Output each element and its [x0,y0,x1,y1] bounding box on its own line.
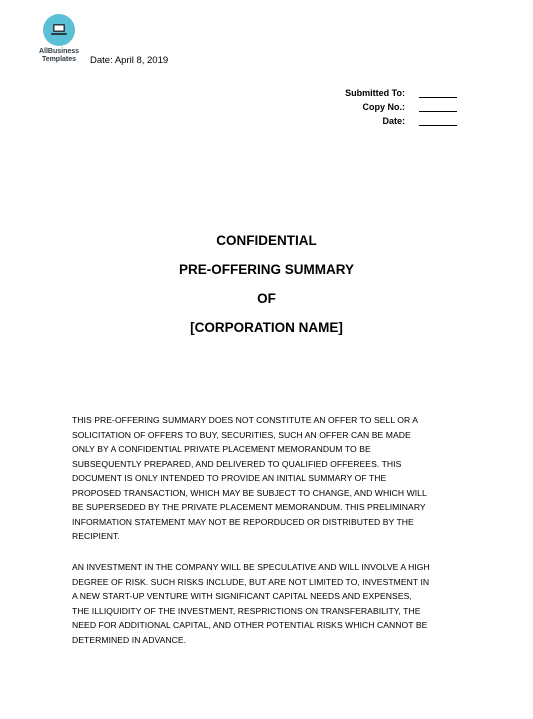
paragraph-line: THE ILLIQUIDITY OF THE INVESTMENT, RESPRICTIONS ON TRANSFERABILITY, THE [72,605,421,616]
paragraph-line: A NEW START-UP VENTURE WITH SIGNIFICANT CAPITAL NEEDS AND EXPENSES, [72,591,412,601]
title-line-4: [CORPORATION NAME] [190,320,343,335]
meta-row-copy-no [345,98,457,112]
paragraph-line: RECIPIENT. [72,531,120,541]
risk-paragraph [72,560,467,647]
date-label: Date: [382,116,405,126]
paragraph-line: SOLICITATION OF OFFERS TO BUY, SECURITIES, SUCH AN OFFER CAN BE MADE [72,429,411,440]
submitted-to-blank [419,89,457,98]
title-line-1: CONFIDENTIAL [216,233,317,248]
submitted-to-label: Submitted To: [345,88,405,98]
submission-info [345,84,457,126]
logo-line-1: AllBusiness [38,48,80,55]
copy-no-label: Copy No.: [362,102,405,112]
logo [34,14,84,64]
meta-row-submitted-to [345,84,457,98]
date-blank [419,117,457,126]
paragraph-line: ONLY BY A CONFIDENTIAL PRIVATE PLACEMENT MEMORANDUM TO BE [72,444,371,454]
logo-text [34,48,84,64]
title-line-2: PRE-OFFERING SUMMARY [179,262,354,277]
copy-no-blank [419,103,457,112]
paragraph-line: SUBSEQUENTLY PREPARED, AND DELIVERED TO QUALIFIED OFFEREES. THIS [72,458,402,469]
paragraph-line: DEGREE OF RISK. SUCH RISKS INCLUDE, BUT ARE NOT LIMITED TO, INVESTMENT IN [72,576,430,587]
paragraph-line: BE SUPERSEDED BY THE PRIVATE PLACEMENT MEMORANDUM. THIS PRELIMINARY [72,502,426,512]
document-title [0,231,533,347]
disclaimer-paragraph [72,413,467,544]
laptop-icon [43,14,75,46]
paragraph-line: AN INVESTMENT IN THE COMPANY WILL BE SPECULATIVE AND WILL INVOLVE A HIGH [72,562,430,572]
paragraph-line: INFORMATION STATEMENT MAY NOT BE REPORDUCED OR DISTRIBUTED BY THE [72,516,414,527]
meta-row-date [345,112,457,126]
paragraph-line: DOCUMENT IS ONLY INTENDED TO PROVIDE AN INITIAL SUMMARY OF THE [72,473,387,483]
paragraph-line: DETERMINED IN ADVANCE. [72,634,187,645]
title-line-3: OF [257,291,276,306]
paragraph-line: PROPOSED TRANSACTION, WHICH MAY BE SUBJECT TO CHANGE, AND WHICH WILL [72,487,427,498]
paragraph-line: NEED FOR ADDITIONAL CAPITAL, AND OTHER POTENTIAL RISKS WHICH CANNOT BE [72,620,428,630]
document-date: Date: April 8, 2019 [90,55,169,66]
logo-line-2: Templates [41,56,77,63]
paragraph-line: THIS PRE-OFFERING SUMMARY DOES NOT CONSTITUTE AN OFFER TO SELL OR A [72,415,419,425]
